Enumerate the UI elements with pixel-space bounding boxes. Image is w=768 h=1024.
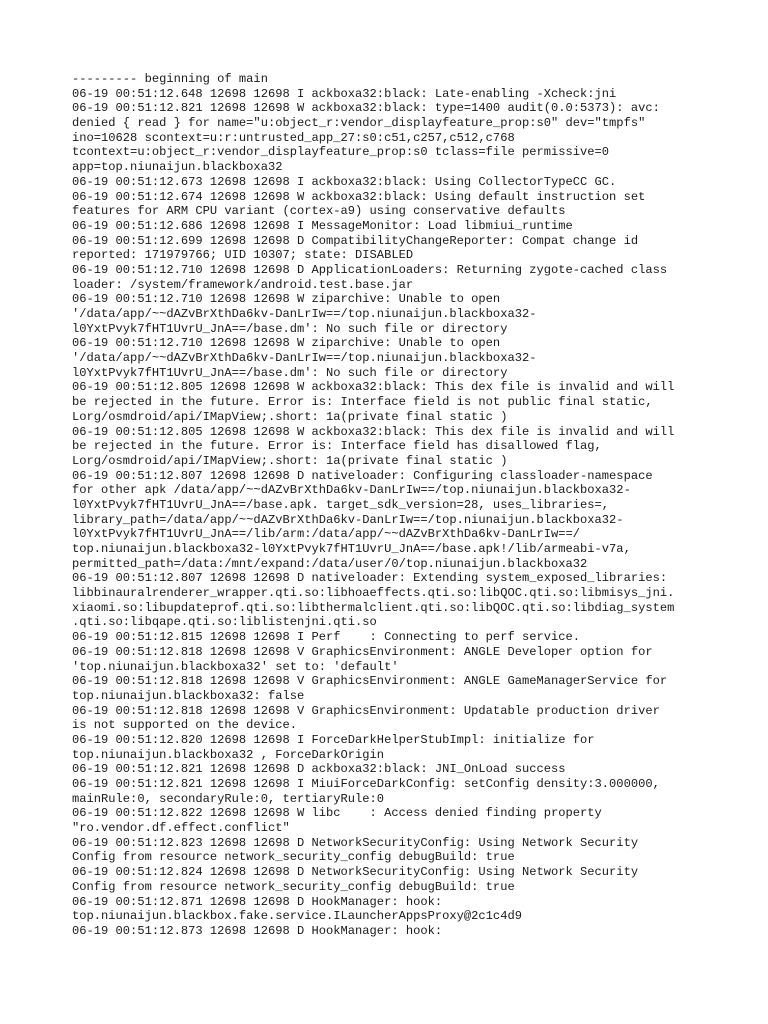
log-line: tcontext=u:object_r:vendor_displayfeature_prop:s0 tclass=file permissive=0 — [72, 145, 610, 160]
log-line: 06-19 00:51:12.821 12698 12698 W ackboxa32:black: type=1400 audit(0.0:5373): avc: — [72, 101, 660, 116]
log-line: 06-19 00:51:12.824 12698 12698 D NetworkSecurityConfig: Using Network Security — [72, 865, 639, 880]
log-line: 06-19 00:51:12.818 12698 12698 V GraphicsEnvironment: ANGLE Developer option for — [72, 644, 653, 659]
log-output — [72, 72, 708, 939]
log-line: 06-19 00:51:12.807 12698 12698 D nativeloader: Extending system_exposed_libraries: — [72, 571, 668, 586]
log-line: for other apk /data/app/~~dAZvBrXthDa6kv-DanLrIw==/top.niunaijun.blackboxa32- — [72, 483, 631, 498]
log-line: 06-19 00:51:12.820 12698 12698 I ForceDarkHelperStubImpl: initialize for — [72, 732, 595, 747]
log-line: --------- beginning of main — [72, 72, 268, 86]
log-line: top.niunaijun.blackboxa32 , ForceDarkOrigin — [72, 747, 385, 762]
log-line: reported: 171979766; UID 10307; state: DISABLED — [72, 248, 414, 263]
log-line: 06-19 00:51:12.873 12698 12698 D HookManager: hook: — [72, 923, 443, 938]
log-line: 06-19 00:51:12.818 12698 12698 V GraphicsEnvironment: Updatable production driver — [72, 703, 660, 718]
log-line: 06-19 00:51:12.710 12698 12698 D ApplicationLoaders: Returning zygote-cached class — [72, 262, 668, 277]
log-line: 06-19 00:51:12.710 12698 12698 W ziparchive: Unable to open — [72, 336, 501, 351]
log-line: is not supported on the device. — [72, 718, 297, 733]
log-line: Lorg/osmdroid/api/IMapView;.short: 1a(private final static ) — [72, 409, 508, 424]
log-line: .qti.so:libqape.qti.so:liblistenjni.qti.so — [72, 615, 377, 630]
log-line: 06-19 00:51:12.710 12698 12698 W ziparchive: Unable to open — [72, 292, 501, 307]
log-line: 06-19 00:51:12.821 12698 12698 I MiuiForceDarkConfig: setConfig density:3.000000, — [72, 777, 660, 791]
log-line: features for ARM CPU variant (cortex-a9) using conservative defaults — [72, 204, 566, 219]
log-line: top.niunaijun.blackboxa32-l0YxtPvyk7fHT1UvrU_JnA==/base.apk!/lib/armeabi-v7a, — [72, 542, 631, 556]
log-line: 06-19 00:51:12.805 12698 12698 W ackboxa32:black: This dex file is invalid and will — [72, 424, 675, 439]
log-line: libbinauralrenderer_wrapper.qti.so:libhoaeffects.qti.so:libQOC.qti.so:libmisys_jni. — [72, 586, 675, 601]
log-line: 06-19 00:51:12.805 12698 12698 W ackboxa32:black: This dex file is invalid and will — [72, 380, 675, 395]
log-line: top.niunaijun.blackbox.fake.service.ILauncherAppsProxy@2c1c4d9 — [72, 909, 522, 924]
log-line: Config from resource network_security_config debugBuild: true — [72, 879, 515, 894]
log-line: 06-19 00:51:12.815 12698 12698 I Perf : Connecting to perf service. — [72, 630, 581, 645]
log-line: be rejected in the future. Error is: Interface field has disallowed flag, — [72, 439, 602, 454]
log-line: Lorg/osmdroid/api/IMapView;.short: 1a(private final static ) — [72, 453, 508, 468]
log-line: l0YxtPvyk7fHT1UvrU_JnA==/lib/arm:/data/app/~~dAZvBrXthDa6kv-DanLrIw==/ — [72, 527, 581, 542]
log-line: 06-19 00:51:12.686 12698 12698 I MessageMonitor: Load libmiui_runtime — [72, 218, 573, 233]
log-line: 06-19 00:51:12.821 12698 12698 D ackboxa32:black: JNI_OnLoad success — [72, 762, 566, 777]
log-line: l0YxtPvyk7fHT1UvrU_JnA==/base.dm': No such file or directory — [72, 321, 508, 336]
log-line: "ro.vendor.df.effect.conflict" — [72, 821, 290, 836]
log-line: be rejected in the future. Error is: Interface field is not public final static, — [72, 395, 653, 410]
log-line: denied { read } for name="u:object_r:vendor_displayfeature_prop:s0" dev="tmpfs" — [72, 116, 646, 131]
log-line: 06-19 00:51:12.674 12698 12698 W ackboxa32:black: Using default instruction set — [72, 189, 646, 204]
log-line: mainRule:0, secondaryRule:0, tertiaryRule:0 — [72, 791, 385, 806]
log-line: 06-19 00:51:12.818 12698 12698 V GraphicsEnvironment: ANGLE GameManagerService for — [72, 674, 668, 689]
log-line: Config from resource network_security_config debugBuild: true — [72, 850, 515, 865]
log-line: 06-19 00:51:12.807 12698 12698 D nativeloader: Configuring classloader-namespace — [72, 468, 653, 483]
log-line: top.niunaijun.blackboxa32: false — [72, 688, 305, 703]
log-line: '/data/app/~~dAZvBrXthDa6kv-DanLrIw==/top.niunaijun.blackboxa32- — [72, 307, 537, 321]
log-line: library_path=/data/app/~~dAZvBrXthDa6kv-DanLrIw==/top.niunaijun.blackboxa32- — [72, 512, 624, 527]
log-line: 06-19 00:51:12.673 12698 12698 I ackboxa32:black: Using CollectorTypeCC GC. — [72, 174, 617, 189]
log-line: 06-19 00:51:12.823 12698 12698 D NetworkSecurityConfig: Using Network Security — [72, 835, 639, 850]
log-line: '/data/app/~~dAZvBrXthDa6kv-DanLrIw==/top.niunaijun.blackboxa32- — [72, 351, 537, 366]
log-line: ino=10628 scontext=u:r:untrusted_app_27:s0:c51,c257,c512,c768 — [72, 130, 515, 145]
log-line: permitted_path=/data:/mnt/expand:/data/user/0/top.niunaijun.blackboxa32 — [72, 556, 588, 571]
log-line: l0YxtPvyk7fHT1UvrU_JnA==/base.apk. target_sdk_version=28, uses_libraries=, — [72, 497, 610, 512]
log-line: l0YxtPvyk7fHT1UvrU_JnA==/base.dm': No such file or directory — [72, 365, 508, 380]
log-line: 06-19 00:51:12.822 12698 12698 W libc : Access denied finding property — [72, 806, 602, 821]
log-line: 06-19 00:51:12.699 12698 12698 D CompatibilityChangeReporter: Compat change id — [72, 233, 639, 248]
log-line: 06-19 00:51:12.871 12698 12698 D HookManager: hook: — [72, 894, 443, 909]
log-line: 'top.niunaijun.blackboxa32' set to: 'default' — [72, 659, 399, 674]
log-line: app=top.niunaijun.blackboxa32 — [72, 160, 283, 175]
log-line: xiaomi.so:libupdateprof.qti.so:libthermalclient.qti.so:libQOC.qti.so:libdiag_system — [72, 600, 675, 615]
log-line: 06-19 00:51:12.648 12698 12698 I ackboxa32:black: Late-enabling -Xcheck:jni — [72, 86, 617, 101]
log-line: loader: /system/framework/android.test.base.jar — [72, 277, 414, 292]
